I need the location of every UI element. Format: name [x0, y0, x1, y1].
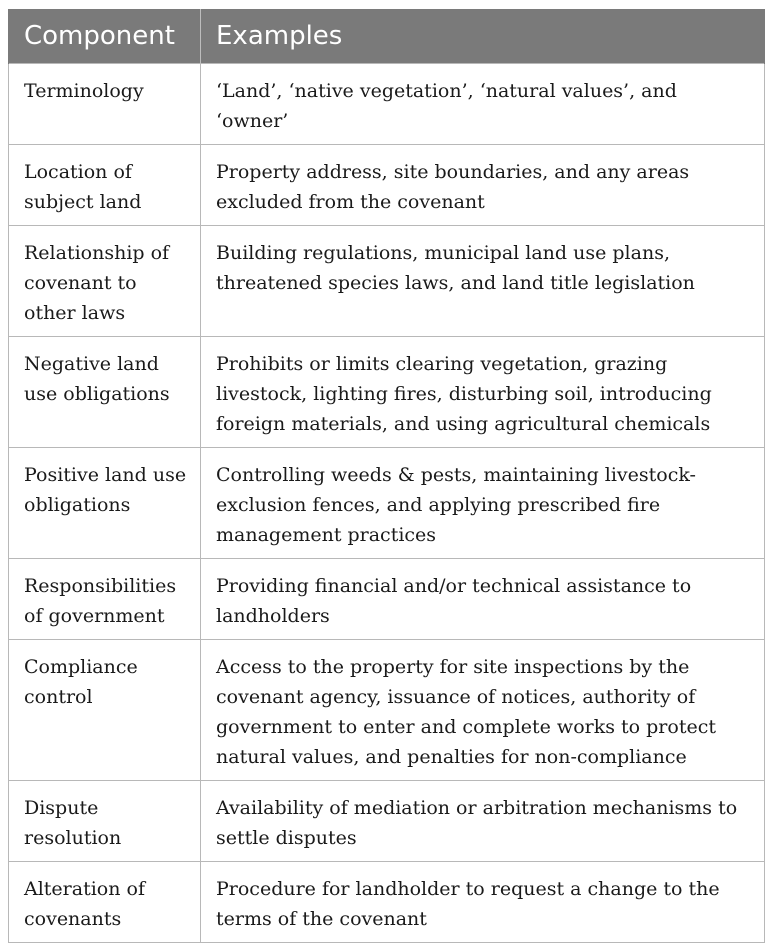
component-cell: Dispute resolution	[9, 781, 201, 862]
examples-cell: Procedure for landholder to request a change to the terms of the covenant	[201, 862, 765, 943]
table-row	[9, 781, 765, 862]
component-cell: Responsibilities of government	[9, 559, 201, 640]
header-row	[9, 9, 765, 64]
table-row	[9, 337, 765, 448]
table-row	[9, 640, 765, 781]
covenant-components-table-container	[8, 9, 764, 943]
component-cell: Negative land use obligations	[9, 337, 201, 448]
examples-cell: ‘Land’, ‘native vegetation’, ‘natural values’, and ‘owner’	[201, 64, 765, 145]
table-row	[9, 448, 765, 559]
examples-cell: Prohibits or limits clearing vegetation, grazing livestock, lighting fires, disturbing soil, introducing foreign materials, and using agricultural chemicals	[201, 337, 765, 448]
examples-cell: Controlling weeds & pests, maintaining livestock-exclusion fences, and applying prescribed fire management practices	[201, 448, 765, 559]
examples-cell: Property address, site boundaries, and any areas excluded from the covenant	[201, 145, 765, 226]
header-component: Component	[9, 9, 201, 64]
examples-cell: Access to the property for site inspections by the covenant agency, issuance of notices, authority of government to enter and complete works to protect natural values, and penalties for non-compliance	[201, 640, 765, 781]
examples-cell: Providing financial and/or technical assistance to landholders	[201, 559, 765, 640]
table-row	[9, 145, 765, 226]
table-row	[9, 862, 765, 943]
table-row	[9, 64, 765, 145]
component-cell: Alteration of covenants	[9, 862, 201, 943]
component-cell: Terminology	[9, 64, 201, 145]
component-cell: Relationship of covenant to other laws	[9, 226, 201, 337]
covenant-components-table	[8, 9, 765, 943]
component-cell: Location of subject land	[9, 145, 201, 226]
component-cell: Positive land use obligations	[9, 448, 201, 559]
table-header	[9, 9, 765, 64]
header-examples: Examples	[201, 9, 765, 64]
table-row	[9, 226, 765, 337]
examples-cell: Availability of mediation or arbitration mechanisms to settle disputes	[201, 781, 765, 862]
component-cell: Compliance control	[9, 640, 201, 781]
table-row	[9, 559, 765, 640]
examples-cell: Building regulations, municipal land use plans, threatened species laws, and land title legislation	[201, 226, 765, 337]
table-body	[9, 64, 765, 943]
